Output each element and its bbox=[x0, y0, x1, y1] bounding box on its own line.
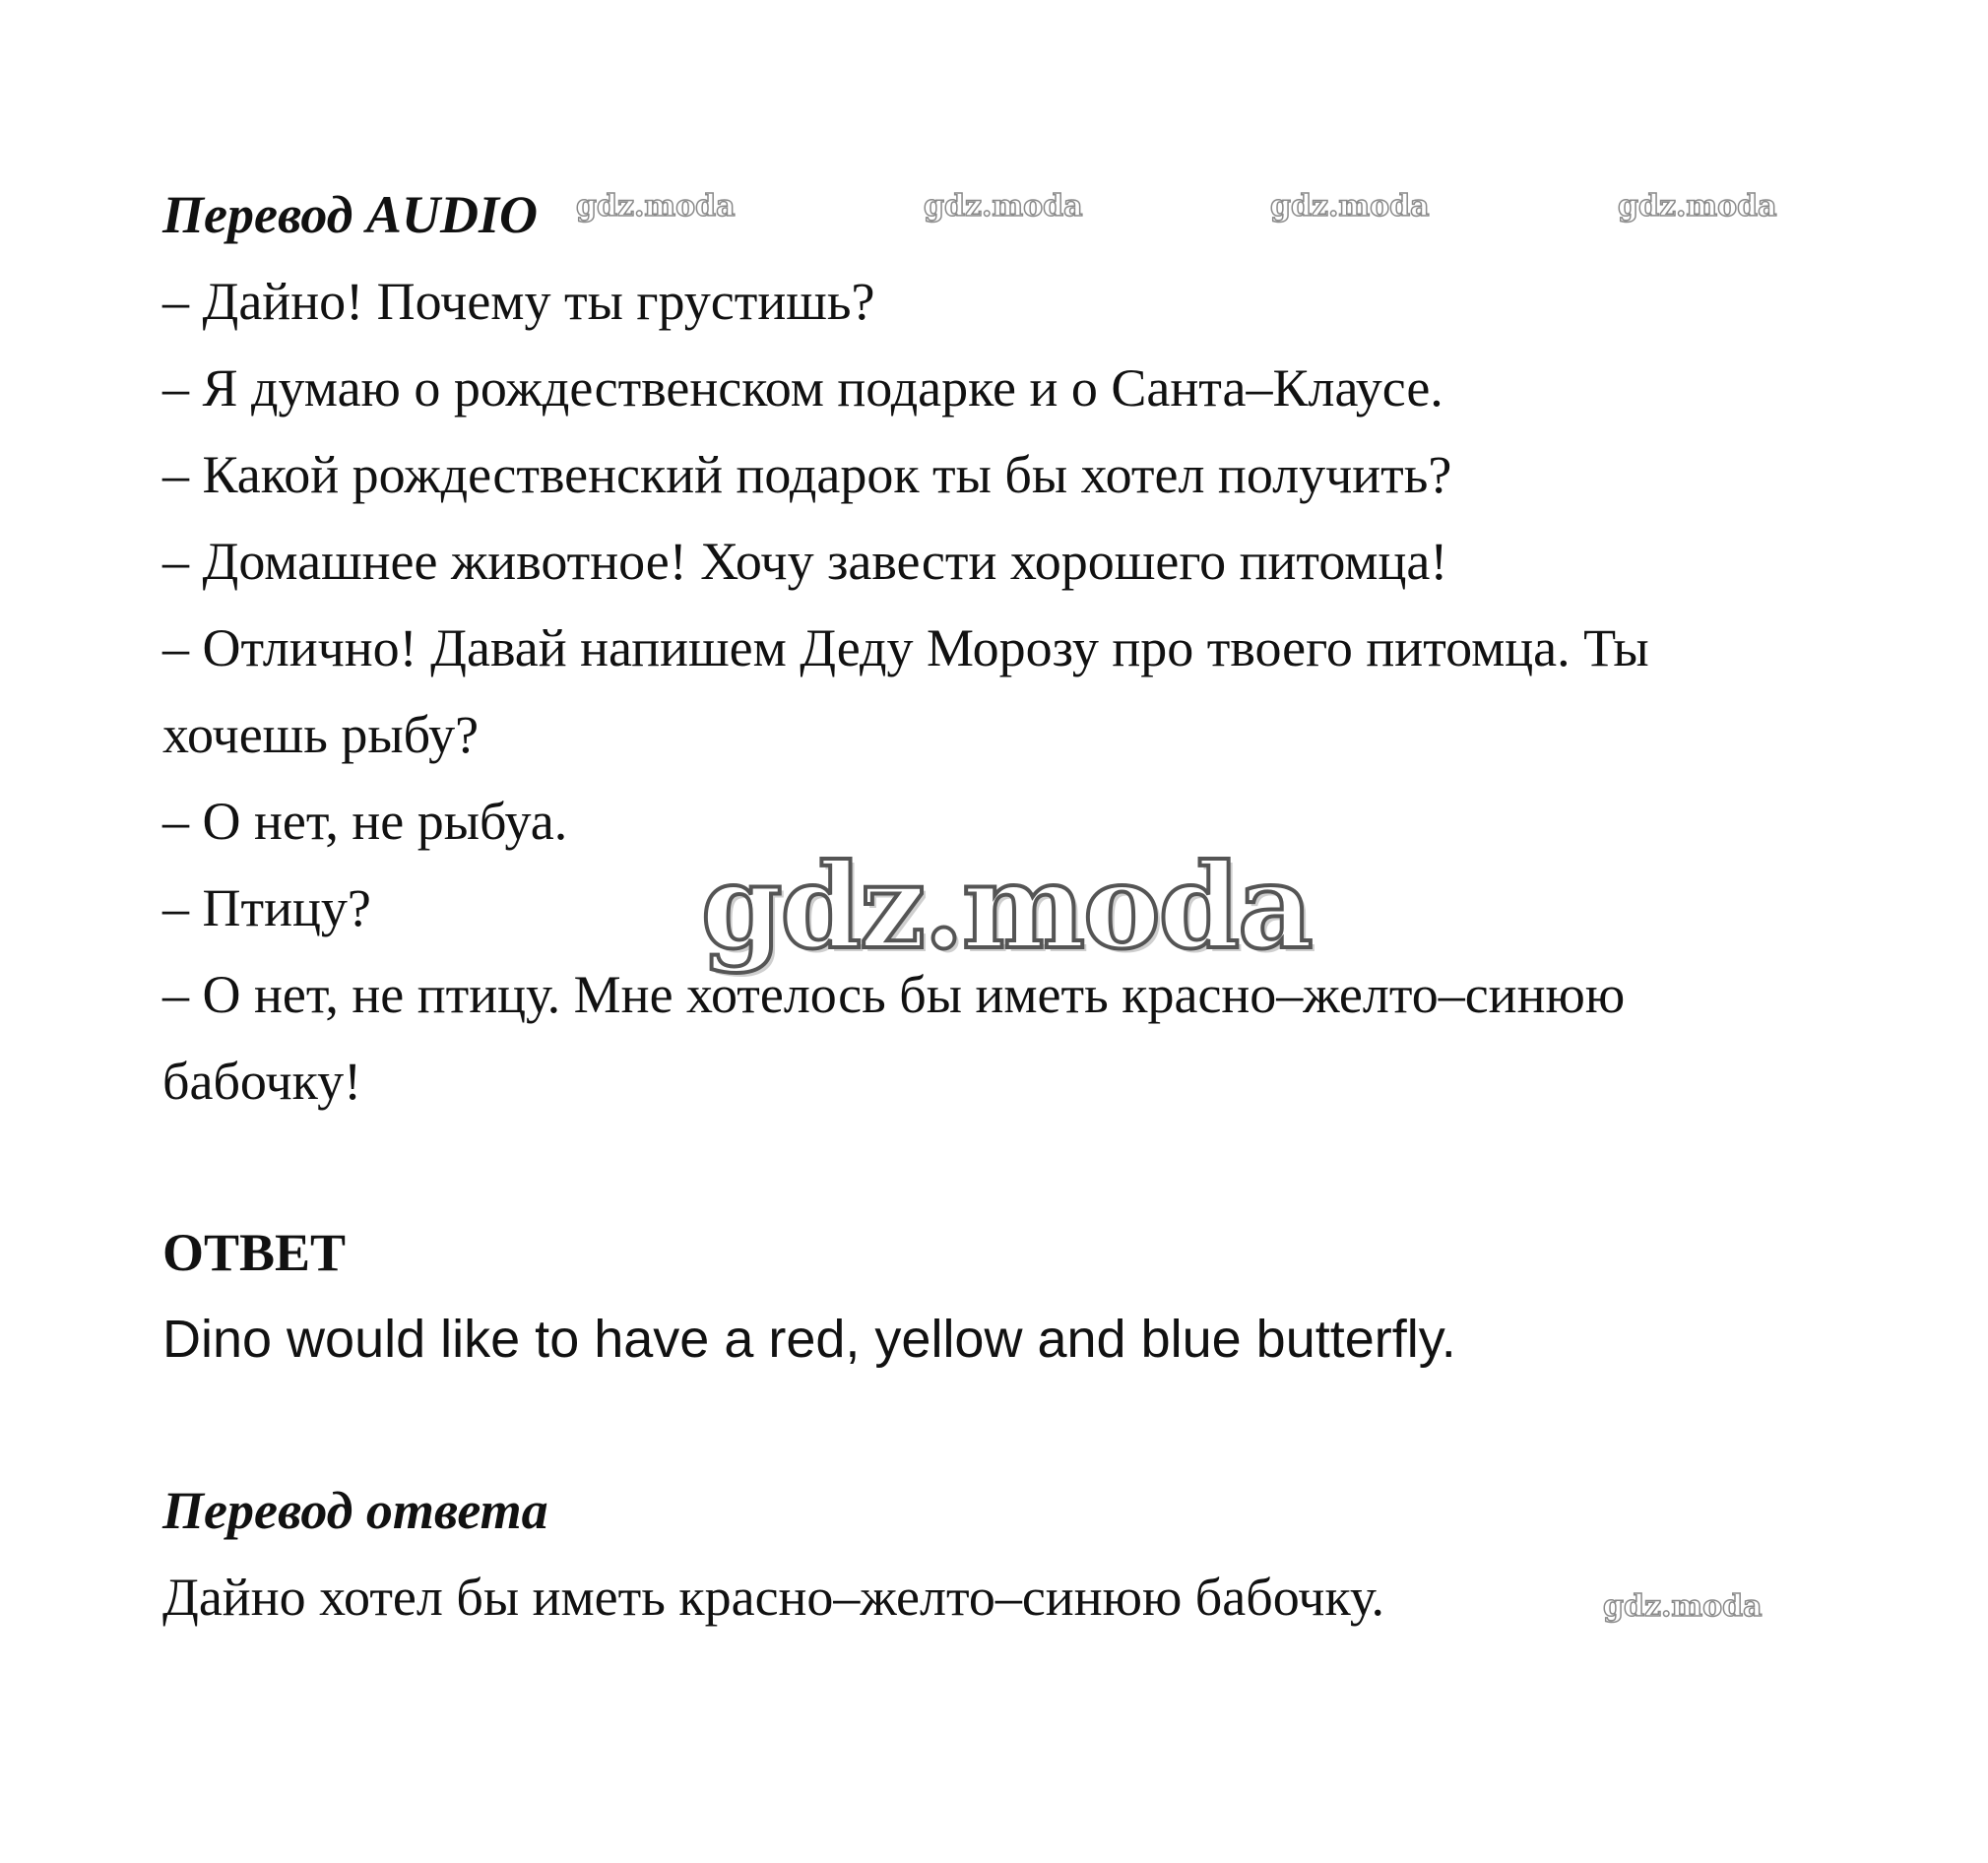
answer-translation-text: Дайно хотел бы иметь красно–желто–синюю бабочку. bbox=[162, 1568, 1385, 1627]
dialogue-line: – Птицу? bbox=[162, 878, 371, 937]
dialogue-line: – О нет, не птицу. Мне хотелось бы иметь красно–желто–синюю bbox=[162, 965, 1626, 1024]
dialogue-line: – Отлично! Давай напишем Деду Морозу про твоего питомца. Ты bbox=[162, 618, 1649, 677]
watermark-small: gdz.moda bbox=[1270, 189, 1430, 224]
watermark-small: gdz.moda bbox=[1618, 189, 1777, 224]
answer-heading: ОТВЕТ bbox=[162, 1223, 347, 1282]
answer-text: Dino would like to have a red, yellow and blue butterfly. bbox=[162, 1310, 1456, 1369]
audio-translation-heading: Перевод AUDIO bbox=[162, 185, 538, 244]
dialogue-line: – Я думаю о рождественском подарке и о Санта–Клаусе. bbox=[162, 358, 1443, 418]
dialogue-line: – О нет, не рыбуа. bbox=[162, 792, 568, 851]
dialogue-line: – Домашнее животное! Хочу завести хорошего питомца! bbox=[162, 532, 1448, 591]
dialogue-line: хочешь рыбу? bbox=[162, 705, 480, 764]
watermark-large: gdz.moda bbox=[701, 838, 1312, 975]
watermark-small: gdz.moda bbox=[924, 189, 1083, 224]
watermark-small: gdz.moda bbox=[576, 189, 736, 224]
dialogue-line: – Дайно! Почему ты грустишь? bbox=[162, 272, 875, 331]
answer-translation-heading: Перевод ответа bbox=[162, 1481, 548, 1540]
dialogue-line: – Какой рождественский подарок ты бы хотел получить? bbox=[162, 445, 1452, 504]
watermark-small: gdz.moda bbox=[1603, 1589, 1763, 1624]
dialogue-line: бабочку! bbox=[162, 1052, 362, 1111]
